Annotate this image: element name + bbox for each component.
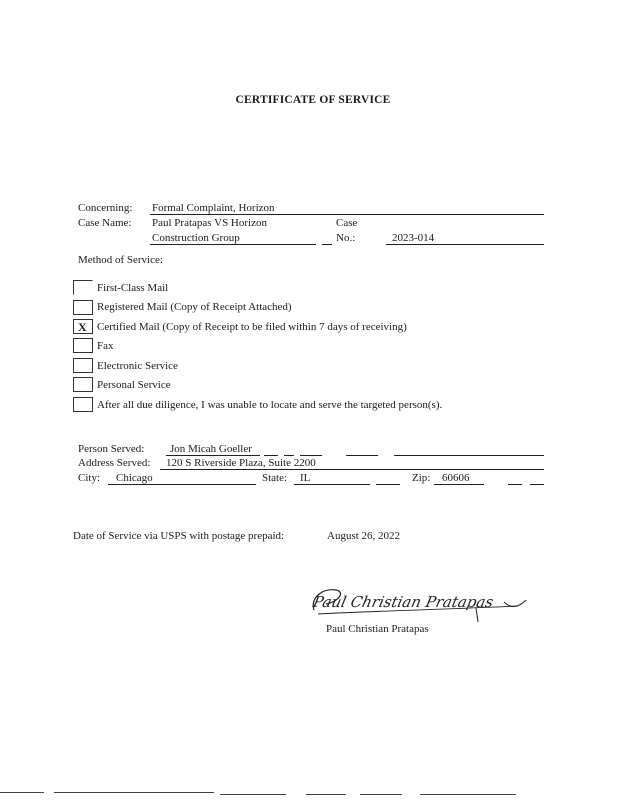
- signature-text: Paul Christian Pratapas: [311, 593, 496, 611]
- state-underline: [294, 484, 370, 485]
- scan-artifact-line: [0, 792, 44, 793]
- case-name-value-line1: Paul Pratapas VS Horizon: [152, 217, 267, 229]
- case-no-label-line1: Case: [336, 217, 358, 229]
- checkbox-registered-mail[interactable]: [73, 300, 93, 315]
- checkbox-unable-to-serve[interactable]: [73, 397, 93, 412]
- option-unable-to-serve: After all due diligence, I was unable to locate and serve the targeted person(s).: [97, 399, 443, 411]
- concerning-value: Formal Complaint, Horizon: [152, 202, 275, 214]
- person-served-value: Jon Micah Goeller: [170, 443, 252, 455]
- person-served-underline-dash: [300, 455, 322, 456]
- city-underline: [108, 484, 256, 485]
- scan-artifact-line: [420, 794, 516, 795]
- zip-underline-dash: [530, 484, 544, 485]
- city-label: City:: [78, 472, 101, 484]
- zip-label: Zip:: [412, 472, 431, 484]
- city-value: Chicago: [116, 472, 153, 484]
- case-name-label: Case Name:: [78, 217, 132, 229]
- case-name-underline-dash: [322, 244, 332, 245]
- method-heading: Method of Service:: [78, 254, 163, 266]
- scan-artifact-line: [54, 792, 214, 793]
- checkbox-fax[interactable]: [73, 338, 93, 353]
- state-label: State:: [262, 472, 288, 484]
- checkbox-first-class-mail[interactable]: [73, 280, 93, 295]
- case-name-value-line2: Construction Group: [152, 232, 240, 244]
- case-no-label-line2: No.:: [336, 232, 356, 244]
- case-name-underline: [150, 244, 316, 245]
- scan-artifact-line: [306, 794, 346, 795]
- address-served-label: Address Served:: [78, 457, 151, 469]
- option-first-class-mail: First-Class Mail: [97, 282, 169, 294]
- person-served-underline: [166, 455, 260, 456]
- checkbox-personal-service[interactable]: [73, 377, 93, 392]
- scan-artifact-line: [360, 794, 402, 795]
- person-served-underline-dash: [264, 455, 278, 456]
- concerning-label: Concerning:: [78, 202, 133, 214]
- checkbox-electronic-service[interactable]: [73, 358, 93, 373]
- date-of-service-value: August 26, 2022: [327, 530, 401, 542]
- option-registered-mail: Registered Mail (Copy of Receipt Attached): [97, 301, 292, 313]
- case-no-value: 2023-014: [392, 232, 435, 244]
- zip-value: 60606: [442, 472, 470, 484]
- printed-name: Paul Christian Pratapas: [326, 623, 429, 635]
- date-of-service-label: Date of Service via USPS with postage prepaid:: [73, 530, 285, 542]
- signature: [308, 580, 530, 624]
- address-served-underline: [160, 469, 544, 470]
- option-fax: Fax: [97, 340, 114, 352]
- zip-underline-dash: [508, 484, 522, 485]
- zip-underline: [434, 484, 484, 485]
- checkbox-mark: X: [78, 320, 87, 334]
- address-served-value: 120 S Riverside Plaza, Suite 2200: [166, 457, 316, 469]
- person-served-label: Person Served:: [78, 443, 145, 455]
- state-value: IL: [300, 472, 311, 484]
- person-served-underline-dash: [346, 455, 378, 456]
- state-underline-dash: [376, 484, 400, 485]
- option-electronic-service: Electronic Service: [97, 360, 178, 372]
- checkbox-certified-mail[interactable]: [73, 319, 93, 334]
- person-served-underline-dash: [284, 455, 294, 456]
- person-served-underline-right: [394, 455, 544, 456]
- document-title: CERTIFICATE OF SERVICE: [235, 94, 391, 106]
- concerning-underline: [150, 214, 544, 215]
- scan-artifact-line: [220, 794, 286, 795]
- option-personal-service: Personal Service: [97, 379, 171, 391]
- option-certified-mail: Certified Mail (Copy of Receipt to be filed within 7 days of receiving): [97, 321, 407, 333]
- case-no-underline: [386, 244, 544, 245]
